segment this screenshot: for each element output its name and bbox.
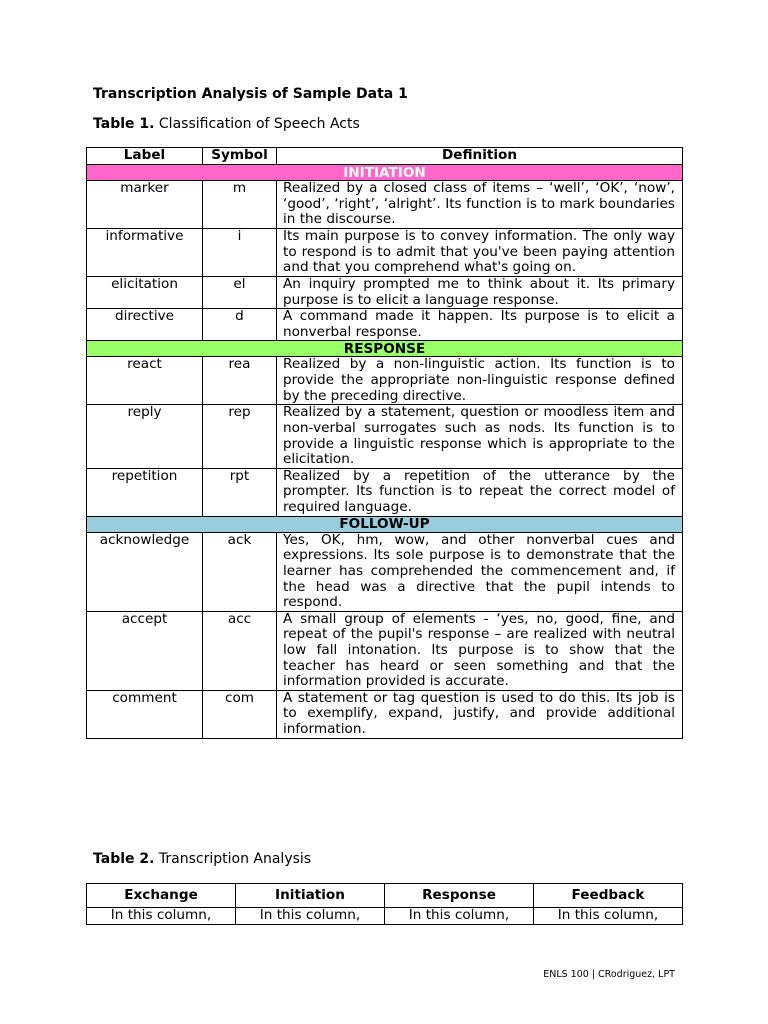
table-row xyxy=(87,532,683,611)
table-header-row xyxy=(87,884,683,908)
act-symbol: rea xyxy=(203,357,277,405)
act-definition: Its main purpose is to convey information. The only way to respond is to admit that you've been paying attention and that you comprehend what's going on. xyxy=(277,229,683,277)
table1-caption xyxy=(93,116,360,132)
section-row-response xyxy=(87,341,683,357)
table-row xyxy=(87,611,683,690)
act-label: react xyxy=(87,357,203,405)
act-label: directive xyxy=(87,309,203,341)
header-initiation: Initiation xyxy=(236,884,385,908)
section-row-initiation xyxy=(87,165,683,181)
act-symbol: rpt xyxy=(203,468,277,516)
act-label: reply xyxy=(87,405,203,468)
act-definition: An inquiry prompted me to think about it. Its primary purpose is to elicit a language response. xyxy=(277,277,683,309)
act-definition: A small group of elements - ‘yes, no, good, fine, and repeat of the pupil's response – are realized with neutral low fall intonation. Its purpose is to show that the teacher has heard or seen something and that the information provided is accurate. xyxy=(277,611,683,690)
table-header-row xyxy=(87,148,683,165)
act-symbol: ack xyxy=(203,532,277,611)
act-symbol: m xyxy=(203,181,277,229)
speech-acts-table xyxy=(86,147,683,739)
table-row xyxy=(87,690,683,738)
act-symbol: rep xyxy=(203,405,277,468)
act-label: acknowledge xyxy=(87,532,203,611)
section-title: INITIATION xyxy=(87,165,683,181)
table2-caption-label: Table 2. xyxy=(93,851,155,867)
act-symbol: i xyxy=(203,229,277,277)
act-symbol: com xyxy=(203,690,277,738)
header-response: Response xyxy=(385,884,534,908)
table-cell: In this column, xyxy=(534,908,683,925)
table-row xyxy=(87,908,683,925)
act-label: elicitation xyxy=(87,277,203,309)
header-feedback: Feedback xyxy=(534,884,683,908)
table-row xyxy=(87,277,683,309)
act-definition: Realized by a statement, question or moodless item and non-verbal surrogates such as nods. Its function is to provide a linguistic response which is appropriate to the elicitation. xyxy=(277,405,683,468)
section-title: FOLLOW-UP xyxy=(87,516,683,532)
table-cell: In this column, xyxy=(236,908,385,925)
section-row-follow-up xyxy=(87,516,683,532)
table-row xyxy=(87,468,683,516)
table-row xyxy=(87,405,683,468)
act-definition: A statement or tag question is used to do this. Its job is to exemplify, expand, justify, and provide additional information. xyxy=(277,690,683,738)
table2-caption xyxy=(93,851,311,867)
header-exchange: Exchange xyxy=(87,884,236,908)
page-footer: ENLS 100 | CRodriguez, LPT xyxy=(543,969,675,980)
act-definition: Realized by a closed class of items – ‘well’, ‘OK’, ‘now’, ‘good’, ‘right’, ‘alright’. Its function is to mark boundaries in the discourse. xyxy=(277,181,683,229)
table-row xyxy=(87,181,683,229)
act-definition: Realized by a non-linguistic action. Its function is to provide the appropriate non-linguistic response defined by the preceding directive. xyxy=(277,357,683,405)
table-cell: In this column, xyxy=(87,908,236,925)
header-label: Label xyxy=(87,148,203,165)
table-row xyxy=(87,309,683,341)
table1-caption-text: Classification of Speech Acts xyxy=(158,116,360,132)
act-definition: Yes, OK, hm, wow, and other nonverbal cues and expressions. Its sole purpose is to demonstrate that the learner has comprehended the commencement and, if the head was a directive that the pupil intends to respond. xyxy=(277,532,683,611)
table-row xyxy=(87,357,683,405)
act-symbol: acc xyxy=(203,611,277,690)
act-label: marker xyxy=(87,181,203,229)
table2-caption-text: Transcription Analysis xyxy=(158,851,312,867)
act-definition: A command made it happen. Its purpose is to elicit a nonverbal response. xyxy=(277,309,683,341)
act-label: comment xyxy=(87,690,203,738)
act-definition: Realized by a repetition of the utterance by the prompter. Its function is to repeat the correct model of required language. xyxy=(277,468,683,516)
act-symbol: d xyxy=(203,309,277,341)
act-label: repetition xyxy=(87,468,203,516)
section-title: RESPONSE xyxy=(87,341,683,357)
table-row xyxy=(87,229,683,277)
act-label: accept xyxy=(87,611,203,690)
header-symbol: Symbol xyxy=(203,148,277,165)
header-definition: Definition xyxy=(277,148,683,165)
table-cell: In this column, xyxy=(385,908,534,925)
transcription-analysis-table xyxy=(86,883,683,925)
act-symbol: el xyxy=(203,277,277,309)
act-label: informative xyxy=(87,229,203,277)
table1-caption-label: Table 1. xyxy=(93,116,155,132)
document-title: Transcription Analysis of Sample Data 1 xyxy=(93,86,408,102)
